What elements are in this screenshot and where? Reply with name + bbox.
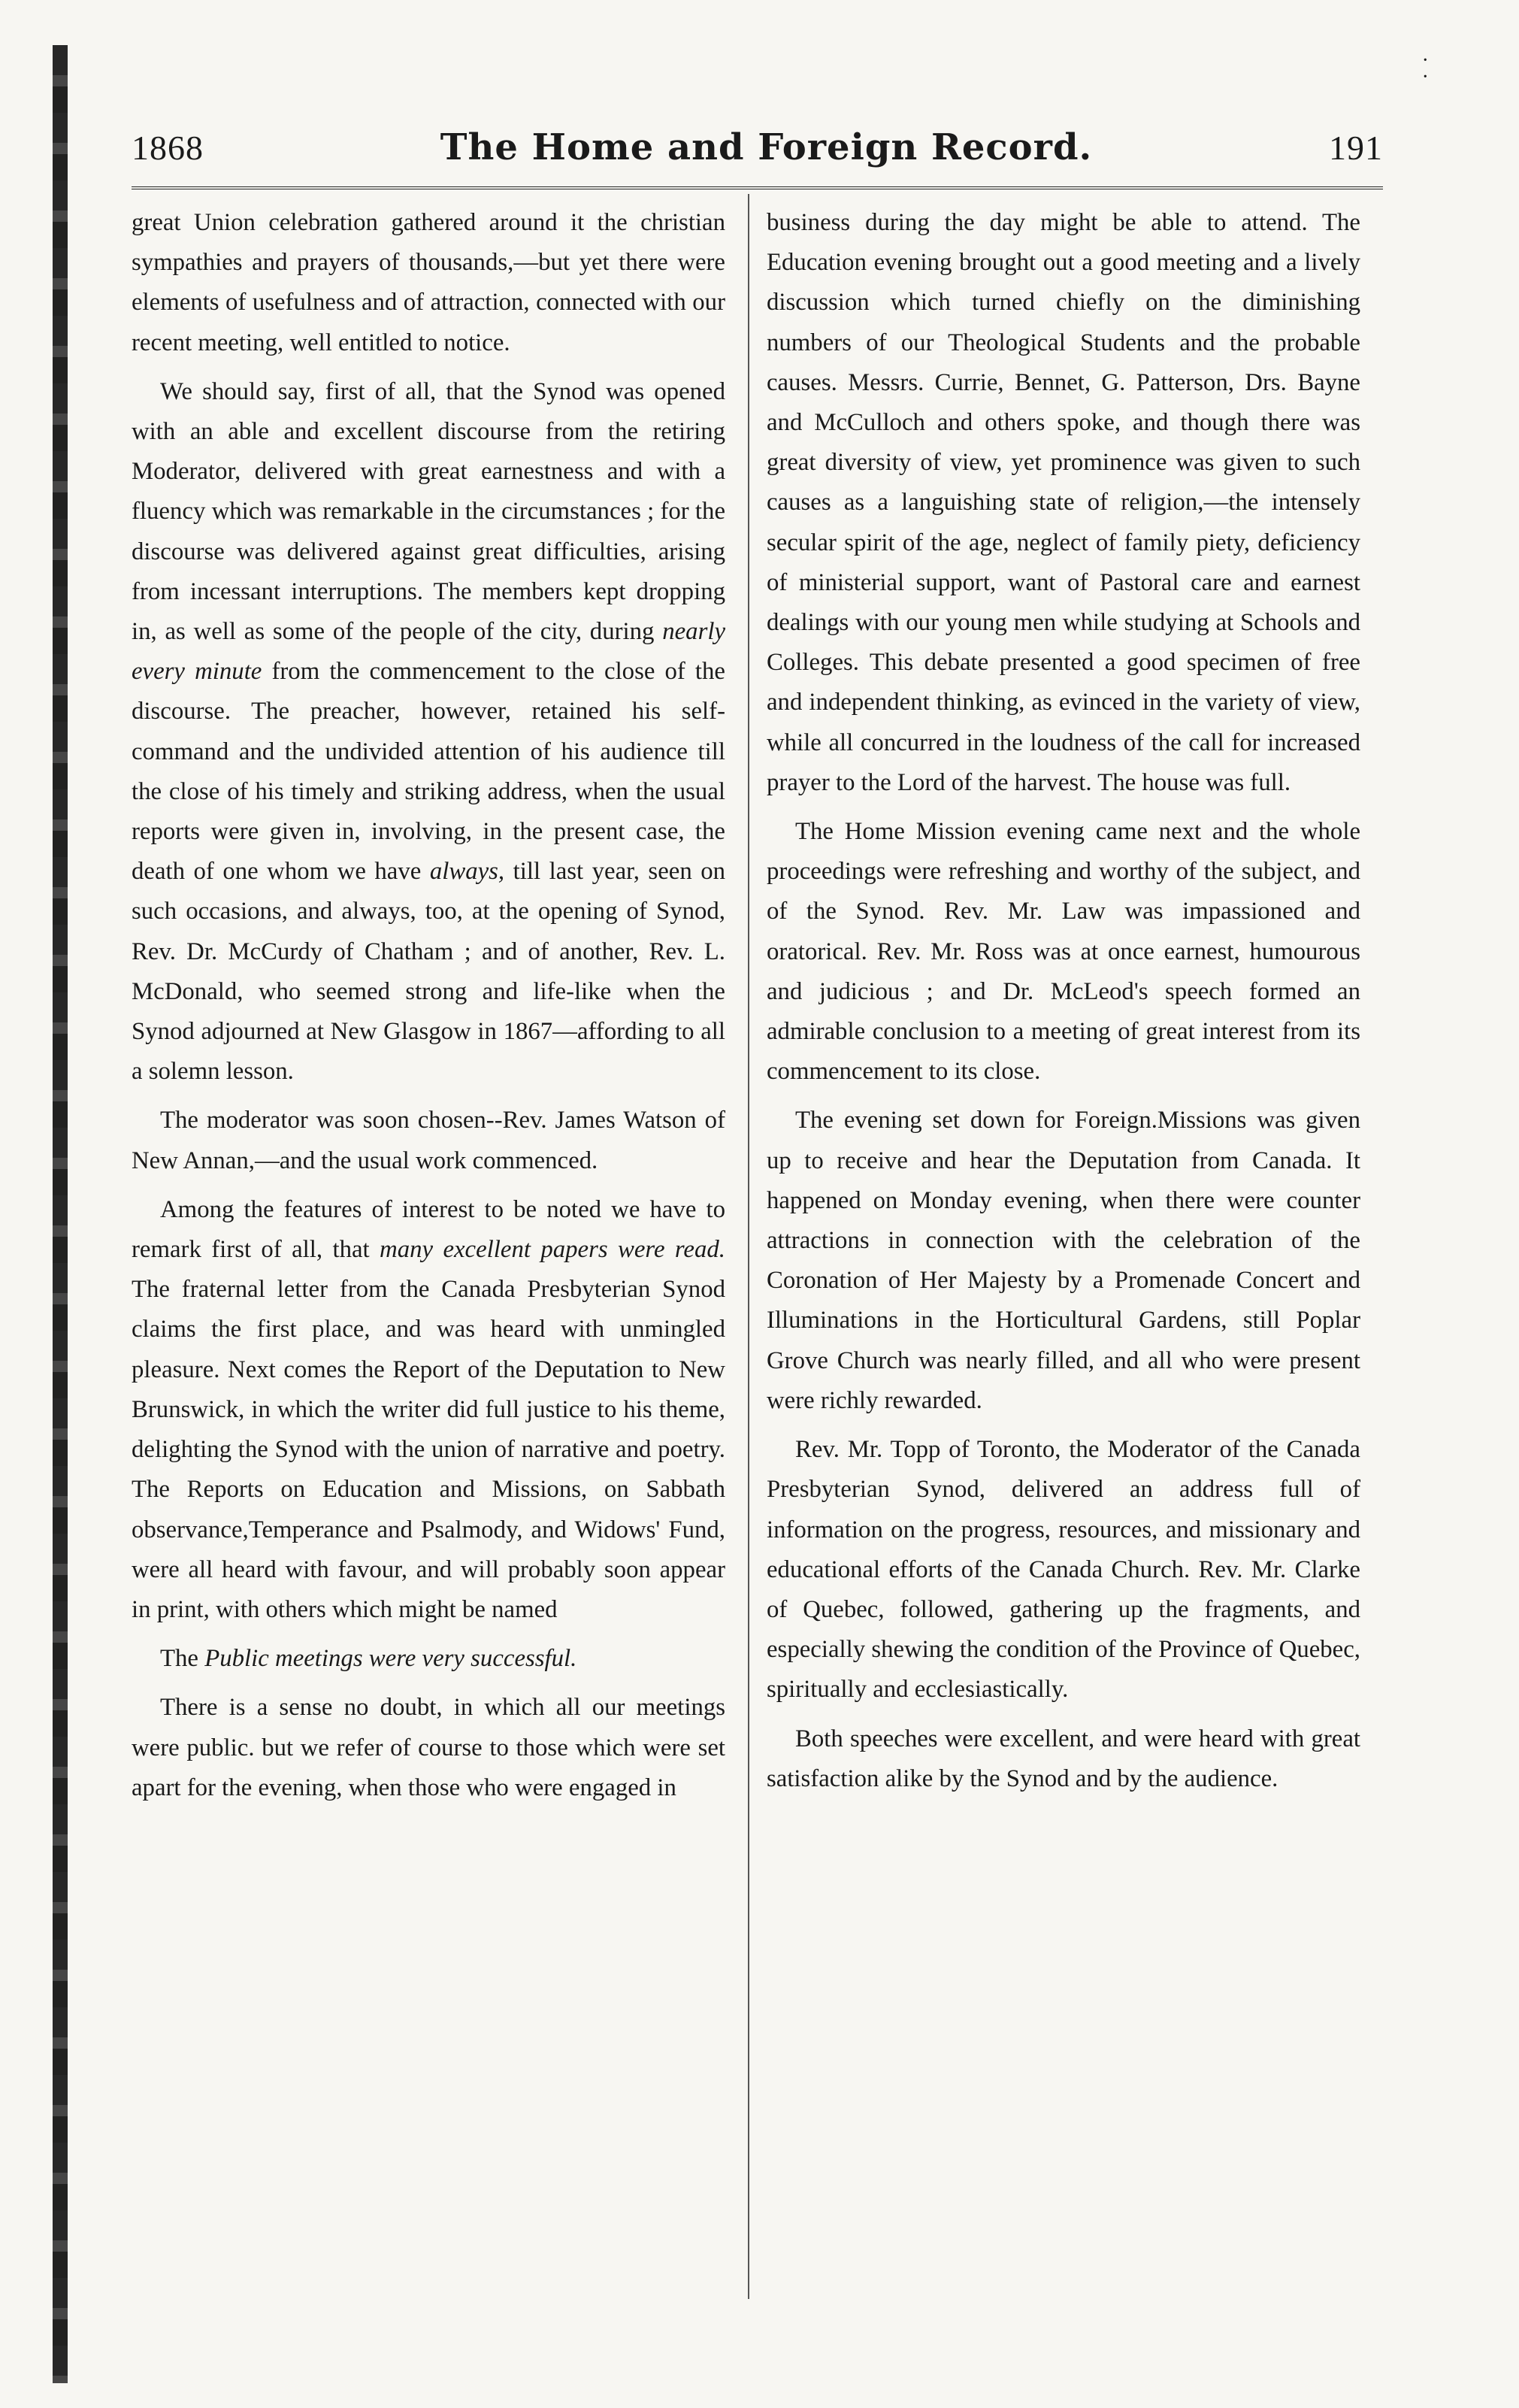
binding-edge (53, 45, 68, 2383)
paragraph: We should say, first of all, that the Synod was opened with an able and excellent discourse from the retiring Moderator, delivered with great earnestness and with a fluency which was remarkable in the circumstances ; for the discourse was delivered against great difficulties, arising from incessant interruptions. The members kept dropping in, as well as some of the people of the city, during nearly every minute from the commencement to the close of the discourse. The preacher, however, retained his self-command and the undivided attention of his audience till the close of his timely and striking address, when the usual reports were given in, involving, in the present case, the death of one whom we have always, till last year, seen on such occasions, and always, too, at the opening of Synod, Rev. Dr. McCurdy of Chatham ; and of another, Rev. L. McDonald, who seemed strong and life-like when the Synod adjourned at New Glasgow in 1867—affording to all a solemn lesson. (132, 377, 726, 1086)
paragraph: There is a sense no doubt, in which all our meetings were public. but we refer of course to those which were set apart for the evening, when those who were engaged in (132, 1694, 725, 1801)
column-divider (748, 194, 749, 2299)
left-column (132, 203, 725, 2278)
paragraph: The Home Mission evening came next and the whole proceedings were refreshing and worthy of the subject, and of the Synod. Rev. Mr. Law was impassioned and oratorical. Rev. Mr. Ross was at once earnest, humourous and judicious ; and Dr. McLeod's speech formed an admirable conclusion to a meeting of great interest from its commencement to its close. (767, 818, 1360, 1086)
header-rule (132, 186, 1383, 189)
page-number: 191 (1328, 129, 1383, 167)
page-header (132, 126, 1383, 179)
paragraph: Among the features of interest to be noted we have to remark first of all, that many excellent papers were read. The fraternal letter from the Canada Presbyterian Synod claims the first place, and was heard with unmingled pleasure. Next comes the Report of the Deputation to New Brunswick, in which the writer did full justice to his theme, delighting the Synod with the union of narrative and poetry. The Reports on Education and Missions, on Sabbath observance,Temperance and Psalmody, and Widows' Fund, were all heard with favour, and will probably soon appear in print, with others which might be named (132, 1195, 725, 1623)
paragraph: The evening set down for Foreign.Missions was given up to receive and hear the Deputation from Canada. It happened on Monday evening, when there were counter attractions in connection with the celebration of the Coronation of Her Majesty by a Promenade Concert and Illuminations in the Horticultural Gardens, still Poplar Grove Church was nearly filled, and all who were present were richly rewarded. (767, 1107, 1360, 1414)
publication-title: The Home and Foreign Record. (440, 126, 1093, 168)
paragraph: The moderator was soon chosen--Rev. James Watson of New Annan,—and the usual work commenced. (132, 1107, 725, 1174)
margin-marks: · · (1421, 49, 1429, 89)
paragraph: business during the day might be able to attend. The Education evening brought out a good meeting and a lively discussion which turned chiefly on the diminishing numbers of our Theological Students and the probable causes. Messrs. Currie, Bennet, G. Patterson, Drs. Bayne and McCulloch and others spoke, and though there was great diversity of view, yet prominence was given to such causes as a languishing state of religion,—the intensely secular spirit of the age, neglect of family piety, deficiency of ministerial support, want of Pastoral care and earnest dealings with our young men while studying at Schools and Colleges. This debate presented a good specimen of free and independent thinking, as evinced in the variety of view, while all concurred in the loudness of the call for increased prayer to the Lord of the harvest. The house was full. (767, 209, 1360, 796)
paragraph: Both speeches were excellent, and were heard with great satisfaction alike by the Synod and by the audience. (767, 1725, 1360, 1792)
header-year: 1868 (132, 129, 204, 167)
right-column (767, 203, 1360, 2278)
paragraph: Rev. Mr. Topp of Toronto, the Moderator of the Canada Presbyterian Synod, delivered an address full of information on the progress, resources, and missionary and educational efforts of the Canada Church. Rev. Mr. Clarke of Quebec, followed, gathering up the fragments, and especially shewing the condition of the Province of Quebec, spiritually and ecclesiastically. (767, 1436, 1360, 1704)
paragraph: The Public meetings were very successful. (160, 1645, 577, 1673)
paragraph: great Union celebration gathered around it the christian sympathies and prayers of thousands,—but yet there were elements of usefulness and of attraction, connected with our recent meeting, well entitled to notice. (132, 209, 725, 356)
